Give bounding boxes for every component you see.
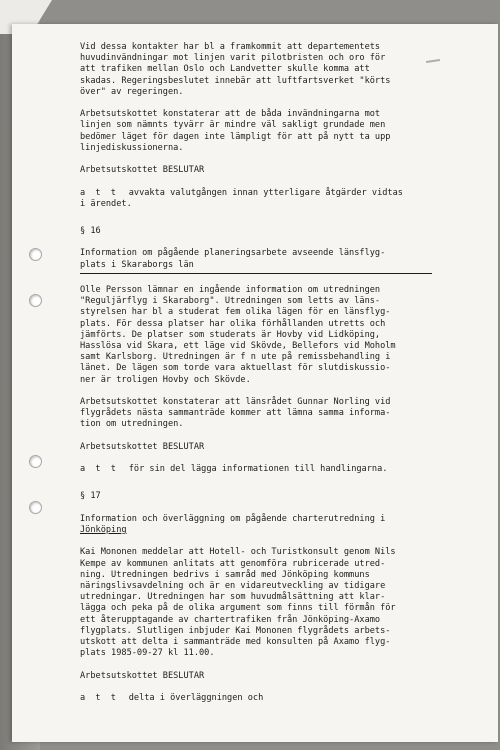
- text-line: Olle Persson lämnar en ingående information om utredningen: [80, 284, 381, 295]
- text-line: ning. Utredningen bedrivs i samråd med Jönköping kommuns: [80, 569, 370, 580]
- binder-hole: [29, 248, 42, 261]
- text-line: linjen som nämnts tyvärr är mindre väl sakligt grundade men: [80, 120, 386, 131]
- beslutar-label: Arbetsutskottet BESLUTAR: [80, 441, 205, 452]
- section-16-konstaterar: [80, 397, 450, 431]
- text-line: att trafiken mellan Oslo och Landvetter skulle komma att: [80, 64, 370, 75]
- section-17-heading: [80, 514, 450, 536]
- text-line: länet. De lägen som torde vara aktuellast för slutdiskussio-: [80, 363, 391, 374]
- section-17-body: [80, 547, 450, 659]
- binder-hole: [29, 501, 42, 514]
- decision-prefix: a t t: [80, 464, 119, 475]
- heading-line: Jönköping: [80, 524, 127, 535]
- document-text: [80, 42, 450, 704]
- decision-prefix: a t t: [80, 692, 119, 703]
- text-line: skadas. Regeringsbeslutet innebär att luftfartsverket "körts: [80, 75, 391, 86]
- binder-hole: [29, 294, 42, 307]
- text-line: över" av regeringen.: [80, 86, 184, 97]
- text-line: ett återupptagande av chartertrafiken från Jönköping-Axamo: [80, 614, 381, 625]
- text-line: plats. För dessa platser har olika förhållanden utretts och: [80, 318, 386, 329]
- text-line: utredningar. Utredningen har som huvudmålsättning att klar-: [80, 592, 386, 603]
- text-line: tion om utredningen.: [80, 419, 184, 430]
- text-line: i ärendet.: [80, 198, 132, 209]
- decision-2: [80, 464, 450, 475]
- text-line: Hasslösa vid Skara, ett läge vid Skövde, Bellefors vid Moholm: [80, 341, 396, 351]
- text-line: flygplats. Slutligen inbjuder Kai Mononen flygrådets arbets-: [80, 625, 391, 636]
- beslutar-label: Arbetsutskottet BESLUTAR: [80, 165, 205, 176]
- text-line: utskott att delta i sammanträde med konsulten på Axamo flyg-: [80, 637, 391, 647]
- text-line: delta i överläggningen och: [128, 692, 264, 703]
- text-line: samt Karlsborg. Utredningen är f n ute på remissbehandling i: [80, 352, 391, 363]
- text-line: Vid dessa kontakter har bl a framkommit att departementets: [80, 42, 381, 52]
- heading-line: Information och överläggning om pågående charterutredning i: [80, 513, 386, 524]
- text-line: huvudinvändningar mot linjen varit pilotbristen och oro för: [80, 53, 386, 64]
- section-16-heading: [80, 248, 450, 273]
- section-number: § 17: [80, 491, 101, 502]
- text-line: lägga och peka på de olika argument som finns till förmån för: [80, 603, 396, 614]
- konstaterar-paragraph: [80, 109, 450, 154]
- text-line: "Reguljärflyg i Skaraborg". Utredningen som letts av läns-: [80, 296, 381, 307]
- decision-3: [80, 693, 450, 704]
- beslutar-label: Arbetsutskottet BESLUTAR: [80, 670, 205, 681]
- section-16-body: [80, 285, 450, 386]
- text-line: styrelsen har bl a studerat fem olika lägen för en länsflyg-: [80, 307, 391, 318]
- text-line: flygrådets nästa sammanträde kommer att lämna samma informa-: [80, 408, 391, 419]
- heading-line: Information om pågående planeringsarbete avseende länsflyg-: [80, 248, 386, 259]
- text-line: Arbetsutskottet konstaterar att de båda invändningarna mot: [80, 109, 381, 120]
- text-line: för sin del lägga informationen till handlingarna.: [128, 464, 388, 475]
- text-line: näringslivsavdelning och är en vidareutveckling av tidigare: [80, 580, 386, 591]
- decision-1: [80, 188, 450, 210]
- text-line: Kempe av kommunen anlitats att genomföra rubricerade utred-: [80, 558, 386, 569]
- intro-paragraph: [80, 42, 450, 98]
- text-line: ner är troligen Hovby och Skövde.: [80, 374, 251, 385]
- text-line: linjediskussionerna.: [80, 142, 184, 153]
- heading-line: plats i Skaraborgs län: [80, 259, 194, 270]
- text-line: Kai Mononen meddelar att Hotell- och Turistkonsult genom Nils: [80, 547, 396, 558]
- text-line: Arbetsutskottet konstaterar att länsrådet Gunnar Norling vid: [80, 397, 391, 407]
- text-line: plats 1985-09-27 kl 11.00.: [80, 648, 215, 659]
- section-number: § 16: [80, 226, 101, 236]
- binder-hole: [29, 455, 42, 468]
- text-line: jämförts. De platser som studerats är Hovby vid Lidköping,: [80, 329, 381, 340]
- decision-prefix: a t t: [80, 187, 119, 198]
- text-line: avvakta valutgången innan ytterligare åtgärder vidtas: [128, 187, 403, 198]
- text-line: bedömer läget för dagen inte lämpligt för att på nytt ta upp: [80, 131, 391, 142]
